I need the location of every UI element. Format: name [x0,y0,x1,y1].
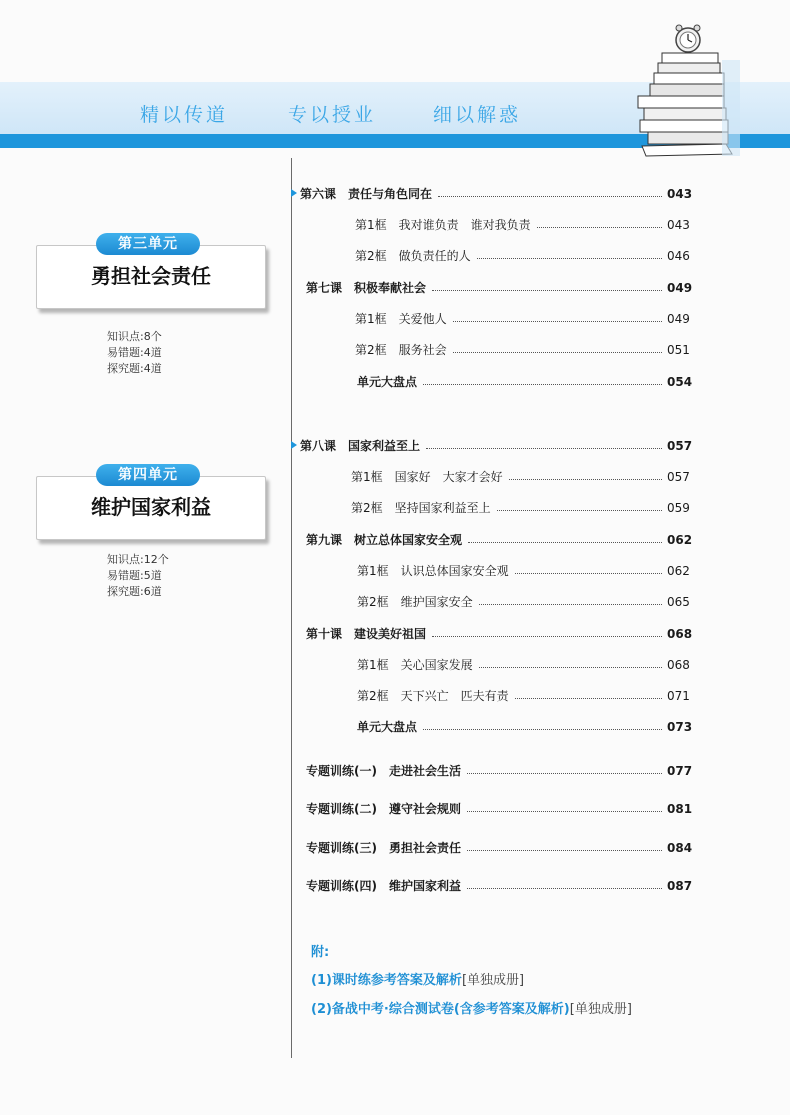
toc-label: 第七课 积极奉献社会 [306,281,427,295]
toc-page-number: 062 [667,533,693,547]
toc-leader [432,625,662,637]
unit-tag: 第四单元 [96,464,200,486]
toc-page-number: 087 [667,879,693,893]
toc-label: 第九课 树立总体国家安全观 [306,533,463,547]
toc-row[interactable] [0,373,790,391]
toc-label: 第2框 做负责任的人 [355,249,471,263]
toc-row[interactable] [0,247,790,265]
toc-page-number: 065 [667,595,690,609]
toc-page-number: 062 [667,564,690,578]
toc-leader [423,373,662,385]
toc-label: 第1框 国家好 大家才会好 [351,470,503,484]
toc-leader [515,687,662,699]
toc-row[interactable] [0,687,790,705]
toc-row[interactable] [0,593,790,611]
toc-page-number: 071 [667,689,690,703]
toc-label: 专题训练(四) 维护国家利益 [306,879,461,893]
toc-row[interactable] [0,877,790,895]
toc-leader [479,656,662,668]
toc-label: 第2框 坚持国家利益至上 [351,501,491,515]
toc-row[interactable] [0,531,790,549]
toc-page-number: 046 [667,249,690,263]
toc-leader [537,216,662,228]
toc-leader [432,279,662,291]
appendix-item-text: (1)课时练参考答案及解析 [311,973,462,988]
toc-leader [426,437,662,449]
toc-label: 专题训练(二) 遵守社会规则 [306,802,461,816]
toc-label: 第1框 认识总体国家安全观 [357,564,509,578]
toc-leader [467,762,662,774]
toc-row[interactable] [0,341,790,359]
stat-mistakes: 易错题:4道 [107,346,162,359]
appendix-item-note: [单独成册] [569,1002,632,1017]
toc-label: 第2框 服务社会 [355,343,447,357]
toc-leader [467,839,662,851]
toc-row[interactable] [0,437,790,455]
toc-row[interactable] [0,718,790,736]
toc-leader [515,562,662,574]
appendix-item [311,998,632,1017]
toc-leader [453,341,662,353]
appendix-item [311,969,524,988]
unit-title: 勇担社会责任 [91,264,211,288]
toc-leader [467,877,662,889]
toc-row[interactable] [0,625,790,643]
toc-leader [477,247,662,259]
stat-mistakes: 易错题:5道 [107,569,162,582]
toc-row[interactable] [0,499,790,517]
toc-page-number: 068 [667,658,690,672]
appendix-item-note: [单独成册] [461,973,525,988]
stat-explore: 探究题:6道 [107,585,162,598]
toc-page-number: 051 [667,343,690,357]
toc-row[interactable] [0,468,790,486]
toc-label: 第2框 维护国家安全 [357,595,473,609]
toc-page-number: 057 [667,470,690,484]
toc-leader [509,468,662,480]
book-stack-icon [636,20,756,160]
toc-row[interactable] [0,762,790,780]
toc-row[interactable] [0,310,790,328]
toc-label: 单元大盘点 [357,720,418,734]
toc-label: 专题训练(一) 走进社会生活 [306,764,461,778]
toc-leader [479,593,662,605]
toc-page-number: 043 [667,187,693,201]
toc-row[interactable] [0,656,790,674]
toc-row[interactable] [0,800,790,818]
toc-page-number: 068 [667,627,693,641]
toc-label: 第1框 关爱他人 [355,312,447,326]
toc-page-number: 073 [667,720,693,734]
toc-row[interactable] [0,839,790,857]
toc-leader [468,531,662,543]
stat-explore: 探究题:4道 [107,362,162,375]
toc-page-number: 081 [667,802,693,816]
toc-page-number: 084 [667,841,693,855]
toc-label: 单元大盘点 [357,375,418,389]
toc-page-number: 059 [667,501,690,515]
slogan-2: 专以授业 [288,104,377,126]
slogan-1: 精以传道 [140,104,229,126]
toc-label: 第1框 我对谁负责 谁对我负责 [355,218,531,232]
slogan-3: 细以解惑 [433,104,522,126]
unit-tag: 第三单元 [96,233,200,255]
appendix-title: 附: [311,945,330,960]
appendix-item-text: (2)备战中考·综合测试卷(含参考答案及解析) [311,1002,570,1017]
toc-row[interactable] [0,562,790,580]
toc-label: 第八课 国家利益至上 [300,439,421,453]
toc-leader [453,310,662,322]
toc-row[interactable] [0,185,790,203]
toc-page-number: 077 [667,764,693,778]
toc-page-number: 049 [667,281,693,295]
toc-label: 第十课 建设美好祖国 [306,627,427,641]
toc-leader [497,499,662,511]
toc-page-number: 043 [667,218,690,232]
toc-leader [423,718,662,730]
toc-row[interactable] [0,216,790,234]
toc-label: 第2框 天下兴亡 匹夫有责 [357,689,509,703]
toc-page-number: 057 [667,439,693,453]
toc-label: 第1框 关心国家发展 [357,658,473,672]
unit-title: 维护国家利益 [91,495,211,519]
toc-row[interactable] [0,279,790,297]
toc-page-number: 049 [667,312,690,326]
toc-page-number: 054 [667,375,693,389]
stat-knowledge: 知识点:12个 [107,553,169,566]
toc-label: 第六课 责任与角色同在 [300,187,433,201]
stat-knowledge: 知识点:8个 [107,330,162,343]
toc-label: 专题训练(三) 勇担社会责任 [306,841,461,855]
toc-leader [467,800,662,812]
toc-leader [438,185,662,197]
